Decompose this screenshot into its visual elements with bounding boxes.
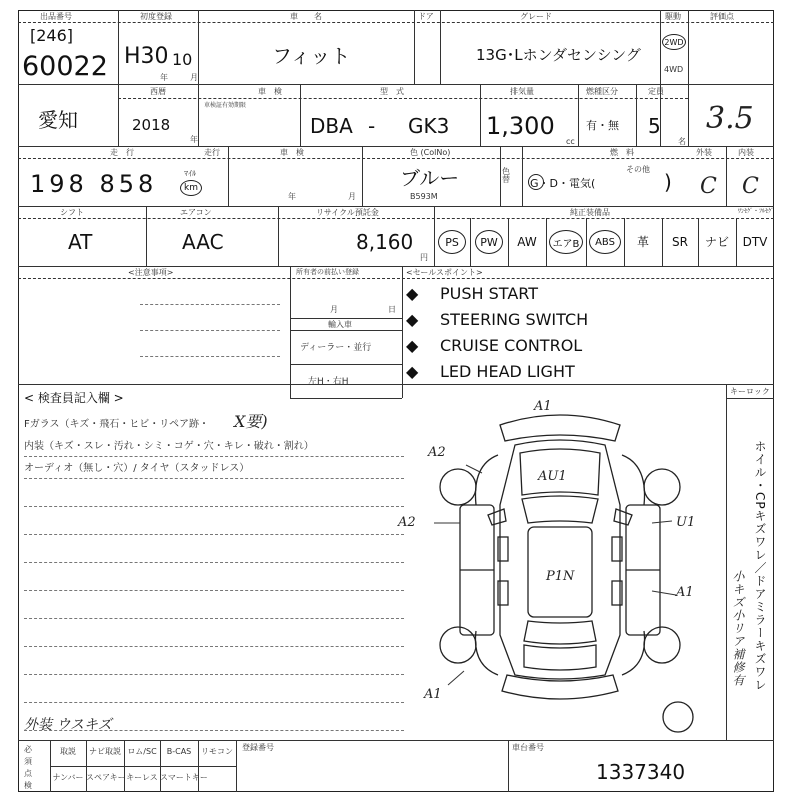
color-code: B593M bbox=[410, 192, 438, 201]
lot-number: 60022 bbox=[22, 51, 108, 82]
shift-label: シフト bbox=[60, 208, 84, 217]
model-prefix: DBA bbox=[310, 114, 353, 138]
month-unit-notes: 月 bbox=[330, 305, 338, 314]
equip-dtv: DTV bbox=[742, 235, 768, 249]
damage-mark-roof: P1N bbox=[546, 569, 575, 584]
footer-item-spare-key: スペアキー bbox=[86, 773, 126, 782]
inspection-label: 車 検 bbox=[258, 87, 282, 96]
color-change: 色替 bbox=[502, 167, 510, 184]
displacement: 1,300 bbox=[486, 112, 555, 140]
footer-item-number-plate: ナンバー bbox=[52, 773, 84, 782]
sales-point-2: STEERING SWITCH bbox=[440, 310, 589, 329]
fuel-gas-circle bbox=[528, 174, 544, 190]
footer-item-keyless: キーレス bbox=[126, 773, 158, 782]
year-unit-3: 年 bbox=[288, 192, 296, 201]
drive-2wd-circled: 2WD bbox=[662, 34, 686, 50]
damage-mark-rear-left: A1 bbox=[424, 687, 442, 702]
year-unit: 年 bbox=[160, 73, 168, 82]
footer-item-navi-manual: ナビ取説 bbox=[89, 747, 121, 756]
region: 愛知 bbox=[38, 108, 78, 132]
side-note-2: 小キズ小リア補修有 bbox=[731, 570, 745, 687]
car-name-label: 車 名 bbox=[290, 12, 322, 21]
sales-point-4: LED HEAD LIGHT bbox=[440, 362, 575, 381]
car-body-diagram bbox=[420, 395, 700, 735]
recycle-fee: 8,160 bbox=[356, 230, 414, 254]
aircon-label: エアコン bbox=[180, 208, 212, 217]
fuel-label: 燃 料 bbox=[610, 148, 634, 157]
chassis-number: 1337340 bbox=[596, 760, 686, 784]
capacity-unit: 名 bbox=[678, 137, 686, 146]
damage-mark-right-rear: A1 bbox=[676, 585, 694, 600]
inspection-note: 車検証有効期限 bbox=[204, 102, 247, 109]
first-reg-label: 初度登録 bbox=[140, 12, 172, 21]
fuel-close-paren: ) bbox=[664, 170, 672, 194]
shift: AT bbox=[68, 230, 93, 254]
model-code: GK3 bbox=[408, 114, 450, 138]
inspector-line-1-note: X要) bbox=[234, 412, 268, 431]
recycle-unit: 円 bbox=[420, 253, 428, 262]
handle-label: 左H・右H bbox=[308, 377, 349, 387]
mileage: 198 858 bbox=[30, 170, 158, 198]
inspector-handwritten-note: 外装 ウスキズ bbox=[24, 717, 112, 733]
color-label: 色 (ColNo) bbox=[410, 148, 451, 157]
footer-item-smart-key: スマートキー bbox=[160, 773, 208, 782]
first-reg-month: 10 bbox=[172, 50, 193, 69]
door-label: ドア bbox=[418, 12, 434, 21]
interior-grade: C bbox=[742, 174, 759, 199]
inspector-line-2: 内装（キズ・スレ・汚れ・シミ・コゲ・穴・キレ・破れ・割れ） bbox=[24, 441, 314, 452]
equip-abs-circled: ABS bbox=[589, 230, 621, 254]
import-label: 輸入車 bbox=[328, 320, 352, 329]
fuel-options: G・D・電気( bbox=[530, 177, 596, 190]
equip-sr: SR bbox=[672, 235, 688, 249]
sales-label: <セールスポイント> bbox=[406, 268, 483, 277]
damage-mark-hood: AU1 bbox=[538, 469, 567, 484]
capacity-label: 定員 bbox=[648, 87, 664, 96]
damage-mark-front-bumper: A1 bbox=[534, 399, 552, 414]
lot-prefix: [246] bbox=[30, 26, 74, 45]
mileage-unit-top: ﾏｲﾙ bbox=[184, 169, 196, 178]
equip-navi: ナビ bbox=[704, 235, 729, 249]
dealer-label: ディーラー・並行 bbox=[300, 343, 372, 353]
drive-label: 駆動 bbox=[665, 12, 681, 21]
interior-label: 内装 bbox=[738, 148, 754, 157]
side-note: ホイル・CPキズワレ／ドアミラーキズワレ bbox=[753, 440, 767, 692]
equipment-label: 純正装備品 bbox=[570, 208, 610, 217]
equip-leather: 革 bbox=[636, 235, 649, 249]
model-label: 型 式 bbox=[380, 87, 404, 96]
car-name: フィット bbox=[272, 44, 351, 68]
displacement-unit: cc bbox=[566, 137, 575, 146]
sales-point-1: PUSH START bbox=[440, 284, 538, 303]
day-unit-notes: 日 bbox=[388, 305, 396, 314]
equip-aw: AW bbox=[517, 235, 537, 249]
equip-pw-circled: PW bbox=[475, 230, 503, 254]
fuel-other: その他 bbox=[626, 165, 650, 174]
mileage-unit-circled: km bbox=[180, 180, 202, 196]
footer-item-remote: リモコン bbox=[201, 747, 233, 756]
year-label: 西暦 bbox=[150, 87, 166, 96]
exterior-grade: C bbox=[700, 174, 717, 199]
mileage-label: 走 行 bbox=[110, 148, 134, 157]
damage-mark-left-side: A2 bbox=[398, 515, 416, 530]
notes-label: <注意事項> bbox=[128, 268, 174, 277]
damage-mark-front-left-fender: A2 bbox=[428, 445, 446, 460]
recycle-label: リサイクル預託金 bbox=[316, 208, 379, 217]
drive-4wd: 4WD bbox=[664, 65, 684, 74]
footer-item-rom-sc: ロム/SC bbox=[127, 747, 157, 756]
equip-airbag-circled: エアB bbox=[549, 230, 583, 254]
sales-point-3: CRUISE CONTROL bbox=[440, 336, 583, 355]
key-lock-label: キーロック bbox=[730, 387, 770, 396]
grade-label: グレード bbox=[520, 12, 552, 21]
first-reg-era: H30 bbox=[124, 44, 169, 69]
color: ブルー bbox=[400, 166, 460, 190]
fuel-type-label: 燃種区分 bbox=[586, 87, 618, 96]
capacity: 5 bbox=[648, 114, 661, 138]
grade: 13G･Lホンダセンシング bbox=[476, 46, 641, 64]
year-ad: 2018 bbox=[132, 116, 171, 134]
displacement-label: 排気量 bbox=[510, 87, 534, 96]
one-seg-label: ﾜﾝｾｸﾞ・ﾌﾙｾｸﾞ bbox=[738, 208, 775, 215]
inspector-line-1: Fガラス（キズ・飛石・ヒビ・リペア跡・ bbox=[24, 419, 210, 430]
fuel-type: 有・無 bbox=[586, 119, 619, 132]
sales-bullet-icon: ◆ bbox=[406, 362, 419, 381]
score-label: 評価点 bbox=[710, 12, 734, 21]
model-dash: - bbox=[368, 114, 376, 138]
footer-item-manual: 取説 bbox=[60, 747, 76, 756]
accuracy-label: 走行 bbox=[204, 148, 220, 157]
year-unit-2: 年 bbox=[190, 135, 198, 144]
exterior-label: 外装 bbox=[696, 148, 712, 157]
month-unit-3: 月 bbox=[348, 192, 356, 201]
score: 3.5 bbox=[706, 101, 754, 136]
inspector-line-3: オーディオ（無し・穴）/ タイヤ（スタッドレス） bbox=[24, 463, 250, 474]
reg-number-label: 登録番号 bbox=[242, 743, 274, 752]
inspector-label: < 検査員記入欄 > bbox=[24, 391, 124, 405]
chassis-label: 車台番号 bbox=[512, 743, 544, 752]
equip-ps-circled: PS bbox=[438, 230, 466, 254]
month-unit: 月 bbox=[190, 73, 198, 82]
aircon: AAC bbox=[182, 230, 224, 254]
ownership-label: 所有者の前払い登録 bbox=[296, 268, 359, 276]
damage-mark-right-side: U1 bbox=[676, 515, 696, 530]
sales-bullet-icon: ◆ bbox=[406, 284, 419, 303]
inspection-label-3: 車 検 bbox=[280, 148, 304, 157]
lot-label: 出品番号 bbox=[40, 12, 72, 21]
footer-item-bcas: B-CAS bbox=[166, 747, 192, 756]
sales-bullet-icon: ◆ bbox=[406, 310, 419, 329]
footer-label-col: 必須点検 bbox=[24, 745, 32, 790]
sales-bullet-icon: ◆ bbox=[406, 336, 419, 355]
